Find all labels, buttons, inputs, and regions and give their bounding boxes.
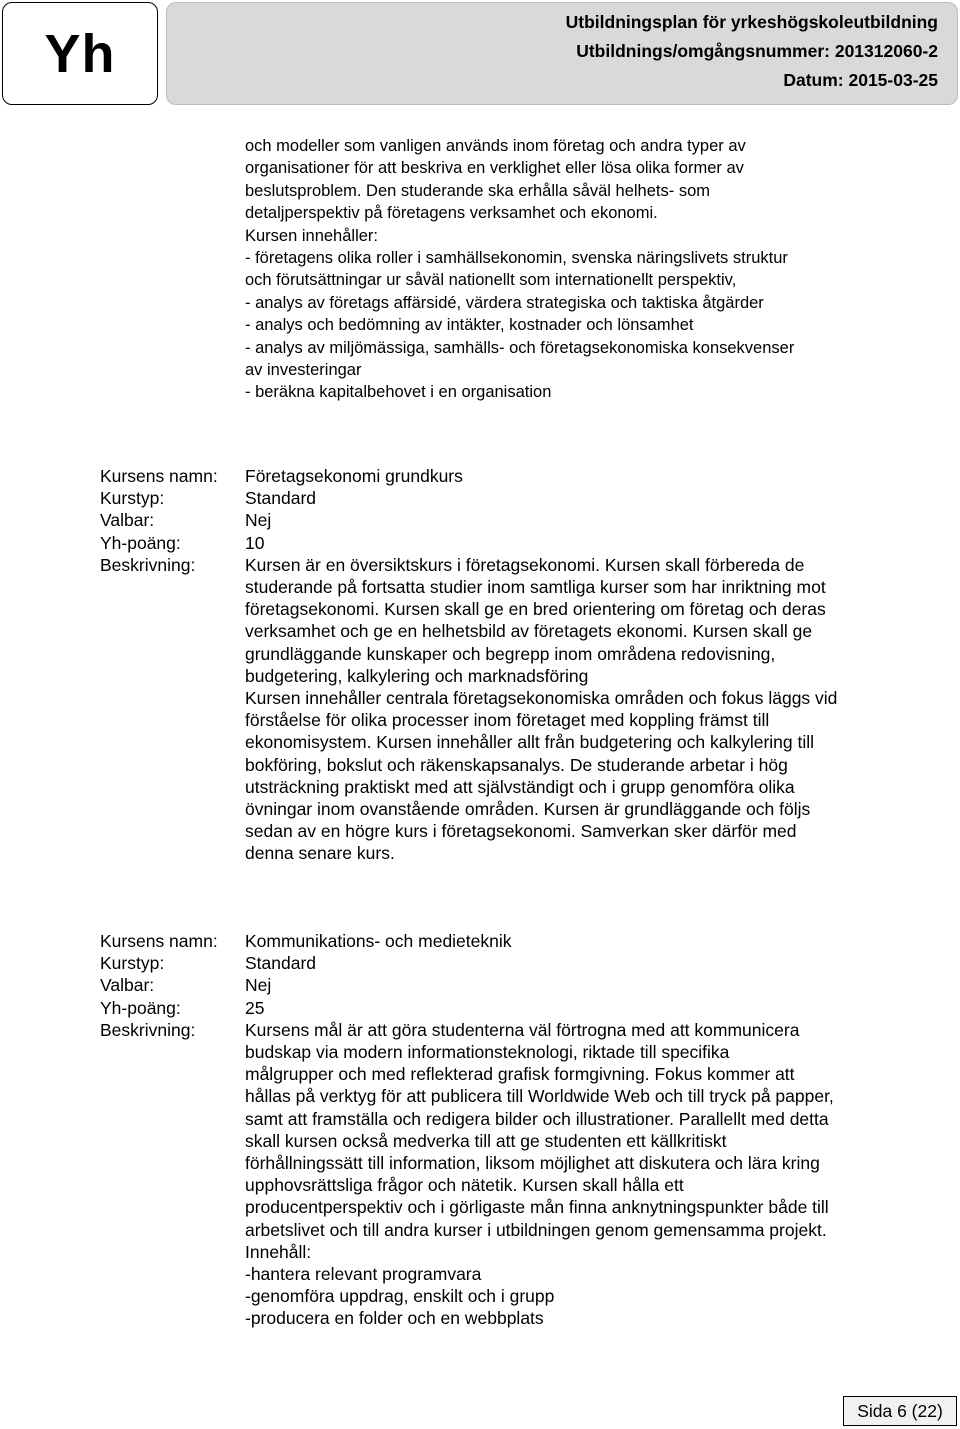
page-header — [566, 8, 938, 95]
text-line: sedan av en högre kurs i företagsekonomi. Samverkan sker därför med — [245, 821, 797, 842]
text-line: skall kursen också medverka till att ge studenten ett källkritiskt — [245, 1130, 727, 1151]
text-line: upphovsrättsliga frågor och nätetik. Kursen skall hålla ett — [245, 1175, 684, 1196]
course-description-label: Beskrivning: — [100, 554, 196, 575]
text-line: Kursens mål är att göra studenterna väl förtrogna med att kommunicera — [245, 1019, 800, 1040]
text-line: Kursen innehåller: — [245, 226, 378, 245]
page-number: Sida 6 (22) — [843, 1396, 957, 1426]
text-line: budskap via modern informationsteknologi, riktade till specifika — [245, 1042, 730, 1063]
text-line: och förutsättningar ur såväl nationellt som internationellt perspektiv, — [245, 271, 737, 290]
text-line: samt att framställa och redigera bilder och illustrationer. Parallellt med detta — [245, 1108, 829, 1129]
course-block — [100, 930, 960, 1330]
text-line: grundläggande kunskaper och begrepp inom områdena redovisning, — [245, 643, 776, 664]
course-description-label: Beskrivning: — [100, 1019, 196, 1040]
course-name-label: Kursens namn: — [100, 931, 218, 951]
text-line: - analys och bedömning av intäkter, kostnader och lönsamhet — [245, 316, 694, 335]
course-optional: Nej — [245, 510, 272, 531]
course-optional-label: Valbar: — [100, 975, 155, 996]
text-line: Kursen är en översiktskurs i företagsekonomi. Kursen skall förbereda de — [245, 554, 805, 575]
text-line: - företagens olika roller i samhällsekonomin, svenska näringslivets struktur — [245, 249, 788, 268]
text-line: denna senare kurs. — [245, 843, 395, 864]
logo-text: Yh — [44, 23, 116, 84]
text-line: Innehåll: — [245, 1241, 312, 1262]
text-line: utsträckning praktiskt med att självständigt och i grupp genomföra olika — [245, 776, 795, 797]
text-line: hållas på verktyg för att publicera till Worldwide Web och till tryck på papper, — [245, 1086, 834, 1107]
course-name: Företagsekonomi grundkurs — [245, 466, 463, 486]
text-line: och modeller som vanligen används inom företag och andra typer av — [245, 137, 746, 155]
text-line: verksamhet och ge en helhetsbild av företagets ekonomi. Kursen skall ge — [245, 621, 813, 642]
text-line: arbetslivet och till andra kurser i utbildningen genom gemensamma projekt. — [245, 1219, 827, 1240]
course-type: Standard — [245, 488, 317, 509]
text-line: bokföring, bokslut och räkenskapsanalys. De studerande arbetar i hög — [245, 754, 788, 775]
text-line: beslutsproblem. Den studerande ska erhålla såväl helhets- som — [245, 181, 710, 200]
text-line: studerande på fortsatta studier inom samtliga kurser som har inriktning mot — [245, 577, 826, 598]
course-optional-label: Valbar: — [100, 510, 155, 531]
header-program-number: Utbildnings/omgångsnummer: 201312060-2 — [576, 41, 938, 61]
course-type-label: Kurstyp: — [100, 488, 165, 509]
text-line: förhållningssätt till information, liksom möjlighet att diskutera och lära kring — [245, 1153, 820, 1174]
text-line: - analys av företags affärsidé, värdera strategiska och taktiska åtgärder — [245, 293, 764, 312]
intro-text — [245, 135, 945, 404]
course-type: Standard — [245, 953, 317, 974]
course-points: 25 — [245, 997, 265, 1018]
course-description — [245, 554, 960, 865]
header-title: Utbildningsplan för yrkeshögskoleutbildning — [565, 12, 938, 32]
text-line: -hantera relevant programvara — [245, 1264, 482, 1285]
course-points-label: Yh-poäng: — [100, 997, 181, 1018]
text-line: övningar inom ovanstående områden. Kursen är grundläggande och följs — [245, 799, 811, 820]
text-line: - analys av miljömässiga, samhälls- och företagsekonomiska konsekvenser — [245, 338, 795, 357]
text-line: målgrupper och med reflekterad grafisk formgivning. Fokus kommer att — [245, 1064, 795, 1085]
course-block — [100, 465, 960, 865]
text-line: av investeringar — [245, 361, 362, 380]
yh-logo — [2, 2, 158, 105]
course-points-label: Yh-poäng: — [100, 532, 181, 553]
text-line: organisationer för att beskriva en verklighet eller lösa olika former av — [245, 159, 744, 178]
text-line: förståelse för olika processer inom företaget med koppling främst till — [245, 710, 770, 731]
course-optional: Nej — [245, 975, 272, 996]
header-date: Datum: 2015-03-25 — [783, 70, 938, 90]
course-description — [245, 1019, 960, 1330]
text-line: detaljperspektiv på företagens verksamhet och ekonomi. — [245, 204, 658, 223]
text-line: budgetering, kalkylering och marknadsföring — [245, 665, 589, 686]
text-line: företagsekonomi. Kursen skall ge en bred orientering om företag och deras — [245, 599, 826, 620]
course-name: Kommunikations- och medieteknik — [245, 931, 512, 951]
text-line: - beräkna kapitalbehovet i en organisation — [245, 383, 552, 402]
course-points: 10 — [245, 532, 265, 553]
text-line: -producera en folder och en webbplats — [245, 1308, 544, 1329]
course-type-label: Kurstyp: — [100, 953, 165, 974]
course-name-label: Kursens namn: — [100, 466, 218, 486]
text-line: Kursen innehåller centrala företagsekonomiska områden och fokus läggs vid — [245, 688, 838, 709]
text-line: ekonomisystem. Kursen innehåller allt från budgetering och kalkylering till — [245, 732, 815, 753]
text-line: producentperspektiv och i görligaste mån finna anknytningspunkter både till — [245, 1197, 829, 1218]
text-line: -genomföra uppdrag, enskilt och i grupp — [245, 1286, 555, 1307]
